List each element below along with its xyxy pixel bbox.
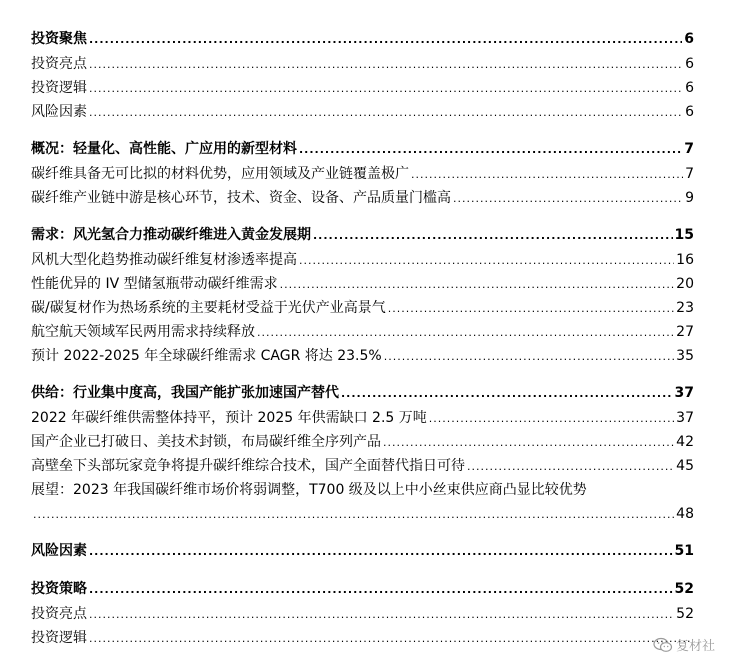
section-gap: [31, 564, 694, 576]
toc-page-number: 6: [685, 104, 694, 120]
toc-page-number: 37: [676, 410, 694, 426]
toc-entry-title: 碳/碳复材作为热场系统的主要耗材受益于光伏产业高景气: [31, 300, 386, 316]
dot-leader: [89, 577, 673, 603]
toc-entry-title: 2022 年碳纤维供需整体持平，预计 2025 年供需缺口 2.5 万吨: [31, 410, 427, 426]
toc-entry[interactable]: [31, 76, 694, 100]
dot-leader: [299, 249, 674, 273]
toc-page-number: 6: [684, 31, 694, 47]
toc-entry-title: 风机大型化趋势推动碳纤维复材渗透率提高: [31, 252, 297, 268]
dot-leader: [429, 407, 674, 431]
watermark: [653, 635, 715, 654]
section-gap: [31, 368, 694, 380]
dot-leader: [341, 381, 673, 407]
dot-leader: [257, 321, 674, 345]
toc-page-number: 35: [676, 348, 694, 364]
toc-entry-title: 碳纤维产业链中游是核心环节，技术、资金、设备、产品质量门槛高: [31, 190, 451, 206]
toc-entry-title: 投资亮点: [31, 56, 87, 72]
toc-entry[interactable]: [31, 52, 694, 76]
toc-page-number: 27: [676, 324, 694, 340]
dot-leader: [33, 503, 674, 527]
toc-entry-title: 预计 2022-2025 年全球碳纤维需求 CAGR 将达 23.5%: [31, 348, 382, 364]
dot-leader: [384, 345, 674, 369]
toc-entry-wrapped[interactable]: [31, 478, 694, 502]
dot-leader: [89, 27, 682, 53]
toc-entry-title: 投资亮点: [31, 606, 87, 622]
toc-entry[interactable]: [31, 406, 694, 430]
toc-section[interactable]: [31, 136, 694, 162]
toc-page-number: 51: [674, 543, 694, 559]
dot-leader: [313, 223, 673, 249]
toc-entry[interactable]: [31, 162, 694, 186]
toc-section[interactable]: [31, 222, 694, 248]
toc-entry-title: 国产企业已打破日、美技术封锁，布局碳纤维全序列产品: [31, 434, 381, 450]
toc-section-title: 概况：轻量化、高性能、广应用的新型材料: [31, 141, 297, 157]
dot-leader: [89, 539, 673, 565]
dot-leader: [453, 187, 683, 211]
dot-leader: [388, 297, 674, 321]
toc-page-number: 48: [676, 506, 694, 522]
dot-leader: [280, 273, 675, 297]
table-of-contents: [31, 26, 694, 650]
dot-leader: [89, 77, 683, 101]
toc-section-title: 需求：风光氢合力推动碳纤维进入黄金发展期: [31, 227, 311, 243]
dot-leader: [89, 603, 674, 627]
toc-section[interactable]: [31, 380, 694, 406]
dot-leader: [89, 53, 683, 77]
toc-page-number: 20: [676, 276, 694, 292]
toc-entry[interactable]: [31, 430, 694, 454]
toc-page-number: 7: [684, 141, 694, 157]
section-gap: [31, 526, 694, 538]
toc-page-number: 9: [685, 190, 694, 206]
toc-page-number: 16: [676, 252, 694, 268]
section-gap: [31, 210, 694, 222]
dot-leader: [383, 431, 674, 455]
toc-entry-title: 风险因素: [31, 104, 87, 120]
dot-leader: [299, 137, 682, 163]
dot-leader: [467, 455, 674, 479]
toc-entry[interactable]: [31, 272, 694, 296]
toc-page-number: 52: [676, 606, 694, 622]
toc-entry[interactable]: [31, 100, 694, 124]
toc-page-number: 6: [685, 56, 694, 72]
toc-entry-wrapped-continuation: [31, 502, 694, 526]
toc-entry[interactable]: [31, 626, 694, 650]
toc-entry-title: 碳纤维具备无可比拟的材料优势，应用领域及产业链覆盖极广: [31, 166, 409, 182]
toc-entry-title: 投资逻辑: [31, 630, 87, 646]
dot-leader: [411, 163, 683, 187]
toc-entry[interactable]: [31, 186, 694, 210]
toc-page-number: 6: [685, 80, 694, 96]
toc-page-number: 52: [674, 581, 694, 597]
toc-section-title: 投资策略: [31, 581, 87, 597]
toc-page-number: 37: [674, 385, 694, 401]
toc-entry[interactable]: [31, 296, 694, 320]
toc-entry-title: 性能优异的 IV 型储氢瓶带动碳纤维需求: [31, 276, 278, 292]
toc-entry[interactable]: [31, 320, 694, 344]
wechat-icon: [653, 637, 673, 653]
toc-section-title: 风险因素: [31, 543, 87, 559]
toc-entry[interactable]: [31, 344, 694, 368]
toc-section[interactable]: [31, 576, 694, 602]
toc-entry[interactable]: [31, 602, 694, 626]
toc-entry[interactable]: [31, 248, 694, 272]
watermark-text: 复材社: [675, 639, 715, 654]
toc-page-number: 7: [685, 166, 694, 182]
toc-page-number: 42: [676, 434, 694, 450]
toc-section[interactable]: [31, 26, 694, 52]
dot-leader: [89, 627, 692, 651]
section-gap: [31, 124, 694, 136]
toc-page-number: 15: [674, 227, 694, 243]
toc-section-title: 供给：行业集中度高，我国产能扩张加速国产替代: [31, 385, 339, 401]
toc-entry-title: 投资逻辑: [31, 80, 87, 96]
toc-entry-title: 展望：2023 年我国碳纤维市场价将弱调整，T700 级及以上中小丝束供应商凸显比较优势: [31, 482, 587, 498]
toc-entry-title: 航空航天领域军民两用需求持续释放: [31, 324, 255, 340]
toc-page-number: 23: [676, 300, 694, 316]
toc-entry[interactable]: [31, 454, 694, 478]
toc-entry-title: 高壁垒下头部玩家竞争将提升碳纤维综合技术，国产全面替代指日可待: [31, 458, 465, 474]
dot-leader: [89, 101, 683, 125]
toc-section[interactable]: [31, 538, 694, 564]
toc-section-title: 投资聚焦: [31, 31, 87, 47]
toc-page-number: 45: [676, 458, 694, 474]
